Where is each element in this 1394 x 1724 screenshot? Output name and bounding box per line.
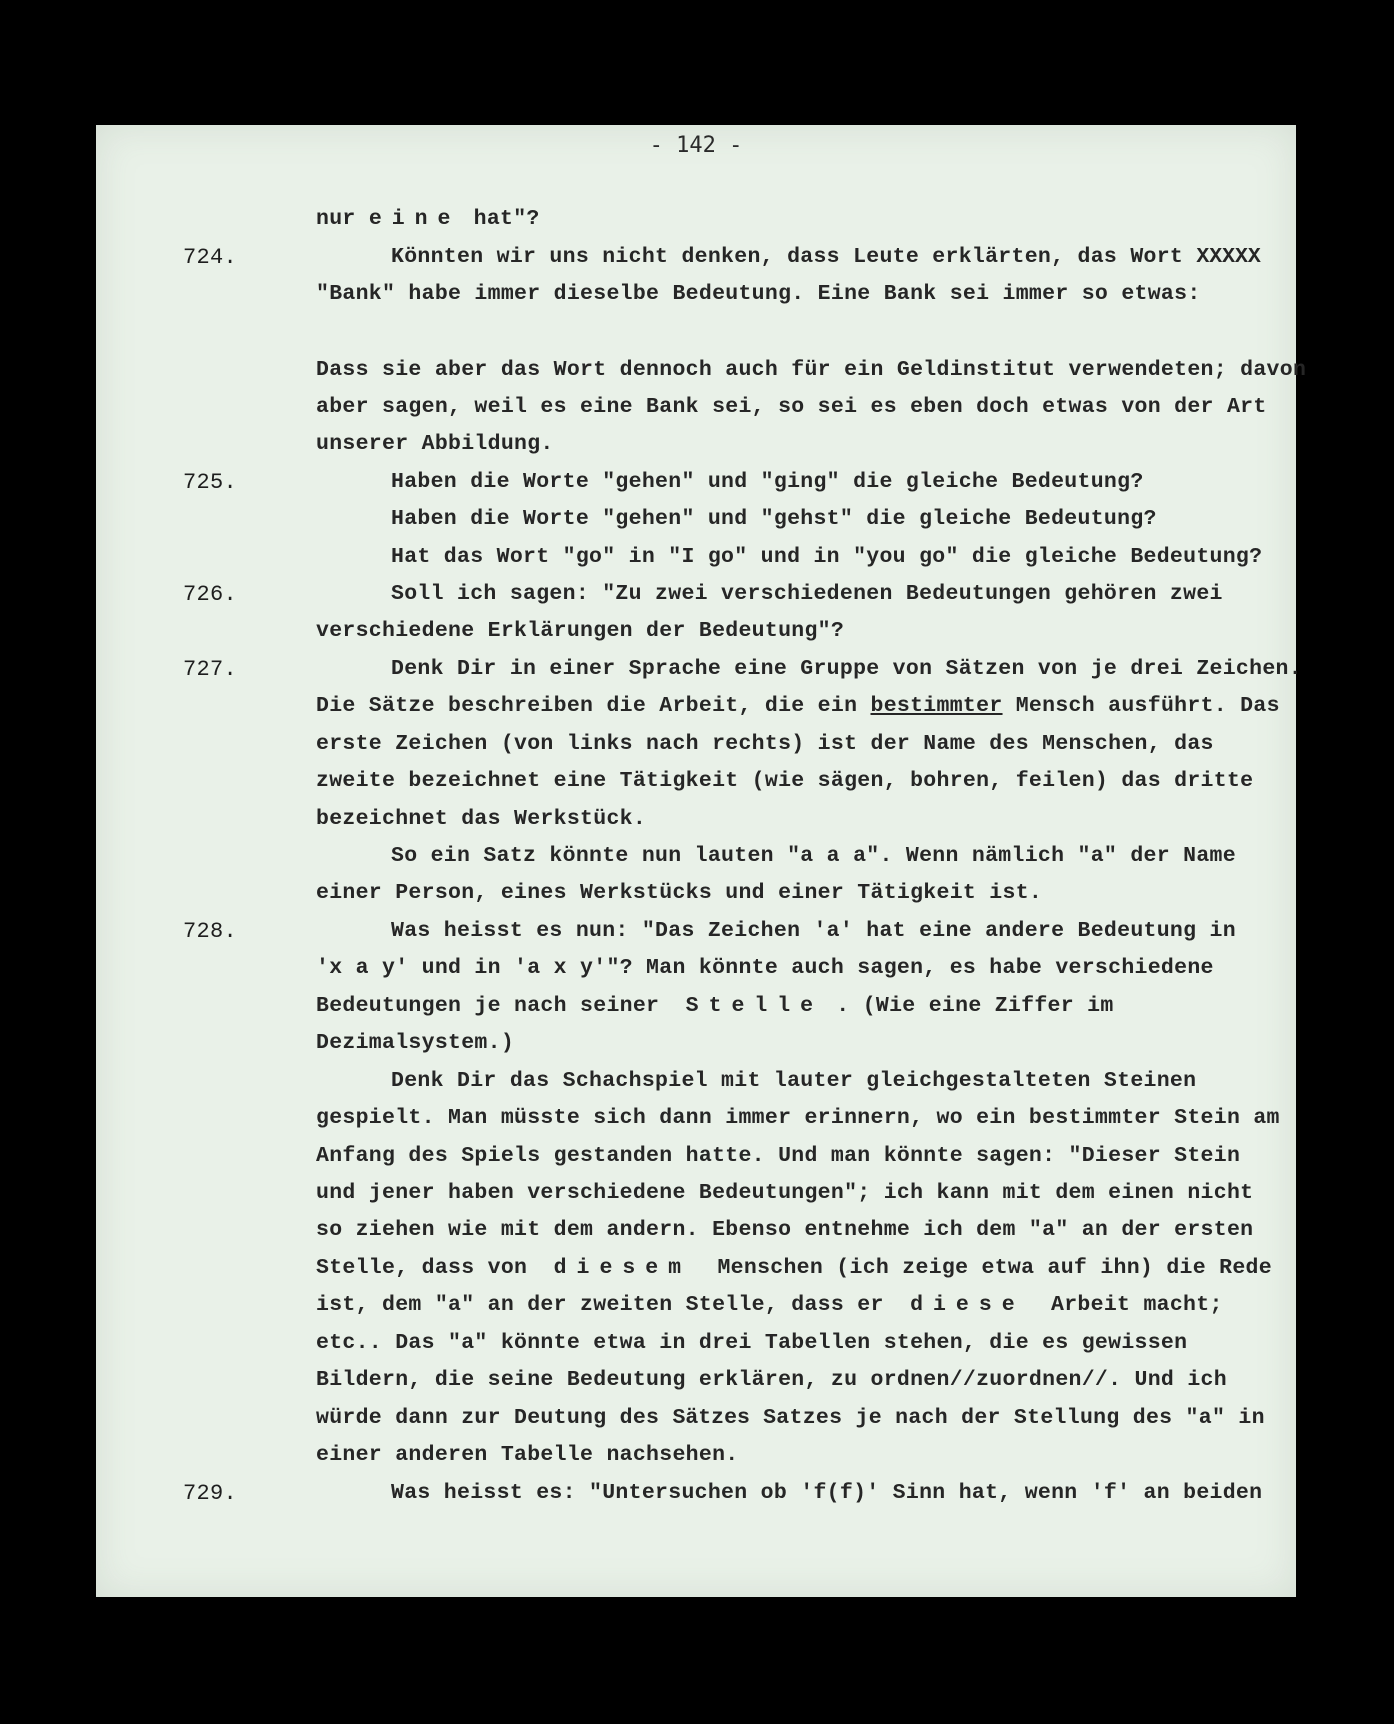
- text-run: Denk Dir in einer Sprache eine Gruppe von Sätzen von je drei Zeichen.: [391, 657, 1302, 681]
- text-run: Haben die Worte "gehen" und "gehst" die gleiche Bedeutung?: [391, 507, 1157, 531]
- paragraph-number: 725.: [183, 470, 238, 495]
- text-run: Dass sie aber das Wort dennoch auch für ein Geldinstitut verwendeten; davon: [316, 358, 1307, 382]
- line-text: [391, 507, 1157, 531]
- typewritten-page: [96, 125, 1307, 1597]
- text-run: hat"?: [460, 207, 540, 231]
- line-text: [316, 956, 1214, 980]
- text-run: würde dann zur Deutung des: [316, 1406, 673, 1430]
- line-text: [316, 1144, 1240, 1168]
- text-run: Sätzes: [672, 1406, 750, 1430]
- text-run: Arbeit macht;: [1024, 1293, 1223, 1317]
- text-run: 'x a y' und in 'a x y'"? Man könnte auch sagen, es habe verschiedene: [316, 956, 1214, 980]
- line-text: [316, 994, 1114, 1018]
- text-run: Stelle: [685, 994, 824, 1018]
- text-run: Hat das Wort "go" in "I go" und in "you go" die gleiche Bedeutung?: [391, 545, 1263, 569]
- text-run: verschiedene Erklärungen der Bedeutung"?: [316, 619, 845, 643]
- line-text: [316, 1331, 1187, 1355]
- paragraph-number: 728.: [183, 919, 238, 944]
- text-run: Stelle, dass von: [316, 1256, 554, 1280]
- line-text: [316, 1368, 1227, 1392]
- text-run: Anfang des Spiels gestanden hatte. Und man könnte sagen: "Dieser Stein: [316, 1144, 1241, 1168]
- line-text: [316, 358, 1306, 382]
- text-run: So ein Satz könnte nun lauten "a a a". Wenn nämlich "a" der Name: [391, 844, 1236, 868]
- text-run: gespielt. Man müsste sich dann immer erinnern, wo ein bestimmter Stein am: [316, 1106, 1280, 1130]
- paragraph-number: 727.: [183, 657, 238, 682]
- text-run: Was heisst es nun: "Das Zeichen 'a' hat eine andere Bedeutung in: [391, 919, 1236, 943]
- line-text: [316, 807, 646, 831]
- line-text: [316, 1106, 1280, 1130]
- text-run: Die Sätze beschreiben die Arbeit, die ein: [316, 694, 871, 718]
- text-run: einer anderen Tabelle nachsehen.: [316, 1443, 739, 1467]
- text-run: Was heisst es: "Untersuchen ob 'f(f)' Sinn hat, wenn 'f' an beiden: [391, 1481, 1263, 1505]
- text-run: Bedeutungen je nach seiner: [316, 994, 686, 1018]
- line-text: [391, 657, 1302, 681]
- line-text: [391, 245, 1261, 269]
- line-text: [316, 1031, 514, 1055]
- text-run: diese: [910, 1293, 1025, 1317]
- text-run: diesem: [553, 1256, 692, 1280]
- text-run: einer Person, eines Werkstücks und einer Tätigkeit ist.: [316, 881, 1043, 905]
- text-run: zweite bezeichnet eine Tätigkeit (wie sägen, bohren, feilen) das dritte: [316, 769, 1254, 793]
- line-text: [316, 769, 1253, 793]
- line-text: [316, 881, 1042, 905]
- text-run: . (Wie eine Ziffer im: [823, 994, 1114, 1018]
- text-run: und jener haben verschiedene Bedeutungen"; ich kann mit dem einen nicht: [316, 1181, 1254, 1205]
- line-text: [316, 282, 1201, 306]
- text-run: Satzes je nach der Stellung des "a" in: [749, 1406, 1265, 1430]
- text-run: XXXXX: [1196, 245, 1261, 269]
- line-text: [316, 1406, 1265, 1430]
- text-run: Könnten wir uns nicht denken, dass Leute erklärten, das Wort: [391, 245, 1197, 269]
- line-text: [391, 919, 1236, 943]
- line-text: [391, 844, 1236, 868]
- line-text: [316, 432, 554, 456]
- line-text: [316, 732, 1214, 756]
- paragraph-number: 729.: [183, 1481, 238, 1506]
- line-text: [316, 1256, 1272, 1280]
- text-run: Dezimalsystem.): [316, 1031, 515, 1055]
- line-text: [391, 470, 1144, 494]
- line-text: [391, 1481, 1262, 1505]
- paragraph-number: 724.: [183, 245, 238, 270]
- text-run: Denk Dir das Schachspiel mit lauter gleichgestalteten Steinen: [391, 1069, 1197, 1093]
- text-run: Menschen (ich zeige etwa auf ihn) die Rede: [691, 1256, 1272, 1280]
- text-run: unserer Abbildung.: [316, 432, 554, 456]
- line-text: [316, 1443, 738, 1467]
- text-run: bestimmter: [870, 694, 1003, 718]
- line-text: [316, 395, 1267, 419]
- text-run: Soll ich sagen: "Zu zwei verschiedenen Bedeutungen gehören zwei: [391, 582, 1223, 606]
- line-text: [316, 1181, 1253, 1205]
- line-text: [316, 1293, 1223, 1317]
- line-text: [391, 582, 1223, 606]
- text-run: aber sagen, weil es eine Bank sei, so sei es eben doch etwas von der Art: [316, 395, 1267, 419]
- text-run: Bildern, die seine Bedeutung erklären, zu ordnen//zuordnen//. Und ich: [316, 1368, 1227, 1392]
- text-run: bezeichnet das Werkstück.: [316, 807, 647, 831]
- text-run: Mensch ausführt. Das: [1002, 694, 1280, 718]
- paragraph-number: 726.: [183, 582, 238, 607]
- line-text: [391, 1069, 1196, 1093]
- line-text: [316, 619, 844, 643]
- text-run: so ziehen wie mit dem andern. Ebenso entnehme ich dem "a" an der ersten: [316, 1218, 1254, 1242]
- text-run: ist, dem "a" an der zweiten Stelle, dass er: [316, 1293, 911, 1317]
- text-run: nur: [316, 207, 369, 231]
- line-text: [316, 207, 540, 231]
- line-text: [316, 694, 1280, 718]
- text-run: Haben die Worte "gehen" und "ging" die gleiche Bedeutung?: [391, 470, 1144, 494]
- text-run: erste Zeichen (von links nach rechts) ist der Name des Menschen, das: [316, 732, 1214, 756]
- page-number: - 142 -: [649, 133, 743, 158]
- text-run: etc.. Das "a" könnte etwa in drei Tabellen stehen, die es gewissen: [316, 1331, 1188, 1355]
- text-run: eine: [368, 207, 461, 231]
- line-text: [316, 1218, 1253, 1242]
- line-text: [391, 545, 1262, 569]
- text-run: "Bank" habe immer dieselbe Bedeutung. Eine Bank sei immer so etwas:: [316, 282, 1201, 306]
